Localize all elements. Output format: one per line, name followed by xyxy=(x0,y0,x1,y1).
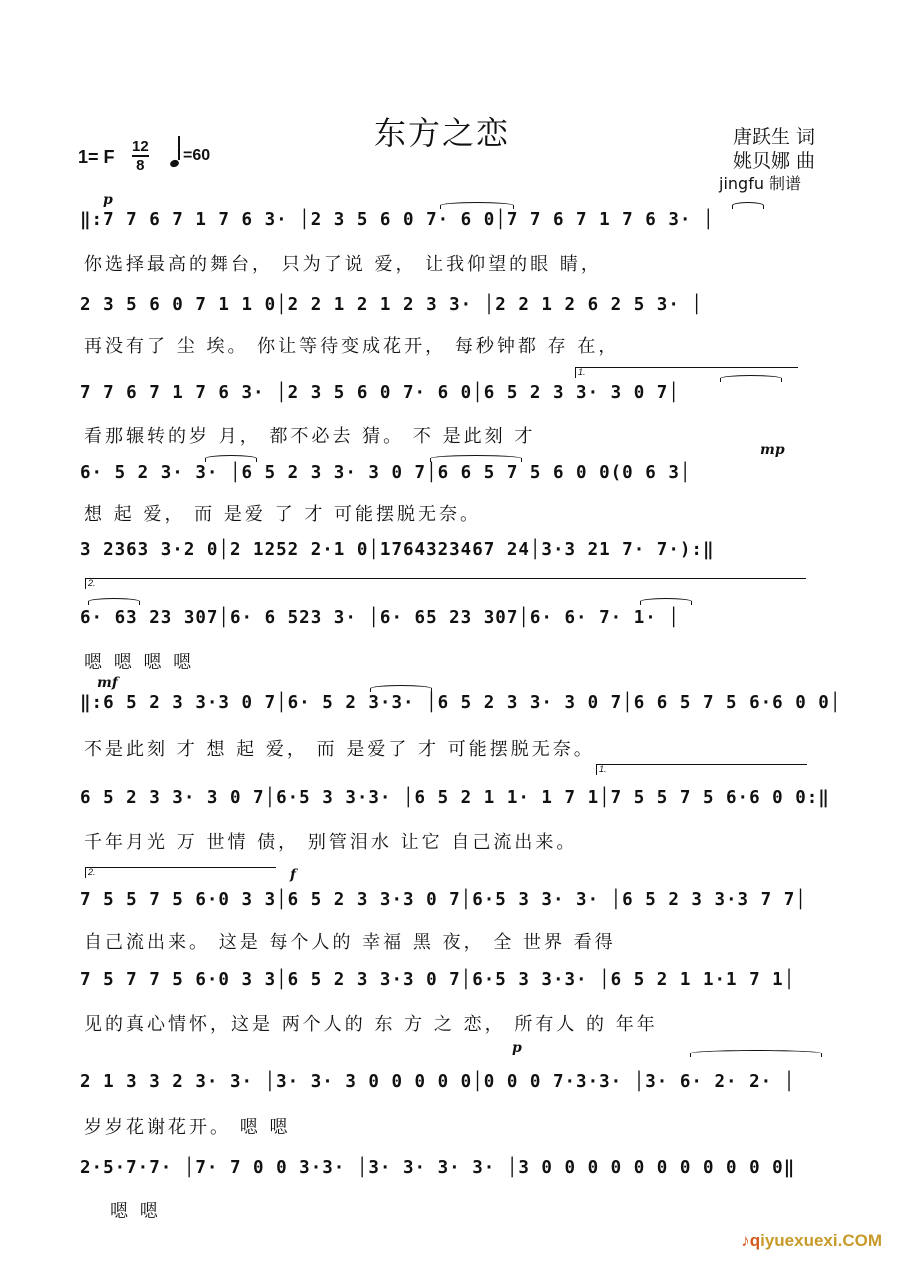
slur xyxy=(205,455,257,462)
lyric-line-10: 见的真心情怀，这是 两个人的 东 方 之 恋， 所有人 的 年年 xyxy=(84,1014,658,1035)
key-signature: 1= F xyxy=(78,147,115,167)
lyric-line-8: 千年月光 万 世情 债， 别管泪水 让它 自己流出来。 xyxy=(84,832,578,853)
notation-line-12: 2·5·7·7· │7· 7 0 0 3·3· │3· 3· 3· 3· │3 0 0 0 0 0 0 0 0 0 0 0‖ xyxy=(80,1158,796,1178)
notation-line-10: 7 5 7 7 5 6·0 3 3│6 5 2 3 3·3 0 7│6·5 3 3·3· │6 5 2 1 1·1 7 1│ xyxy=(80,970,796,990)
slur xyxy=(440,202,514,209)
meter-bottom: 8 xyxy=(132,155,149,174)
notation-line-1: ‖:7 7 6 7 1 7 6 3· │2 3 5 6 0 7· 6 0│7 7 6 7 1 7 6 3· │ xyxy=(80,210,715,230)
lyric-line-1: 你选择最高的舞台， 只为了说 爱， 让我仰望的眼 睛， xyxy=(84,254,602,275)
dynamic-f: f xyxy=(290,867,297,883)
quarter-note-icon xyxy=(170,155,179,173)
notation-line-2: 2 3 5 6 0 7 1 1 0│2 2 1 2 1 2 3 3· │2 2 1 2 6 2 5 3· │ xyxy=(80,295,703,315)
lyric-line-11: 岁岁花谢花开。 嗯 嗯 xyxy=(84,1117,291,1138)
second-ending-label: 2. xyxy=(88,578,96,588)
notation-line-11: 2 1 3 3 2 3· 3· │3· 3· 3 0 0 0 0 0│0 0 0 7·3·3· │3· 6· 2· 2· │ xyxy=(80,1072,796,1092)
notation-line-4: 6· 5 2 3· 3· │6 5 2 3 3· 3 0 7│6 6 5 7 5 6 0 0(0 6 3│ xyxy=(80,463,692,483)
first-ending-bracket-2 xyxy=(596,764,807,775)
lyric-line-3: 看那辗转的岁 月， 都不必去 猜。 不 是此刻 才 xyxy=(84,426,536,447)
slur xyxy=(430,455,522,462)
notation-line-8: 6 5 2 3 3· 3 0 7│6·5 3 3·3· │6 5 2 1 1· 1 7 1│7 5 5 7 5 6·6 0 0:‖ xyxy=(80,788,830,808)
dynamic-mp: mp xyxy=(760,442,785,458)
lyric-line-12: 嗯 嗯 xyxy=(110,1201,161,1222)
meter-top: 12 xyxy=(132,138,149,155)
notation-line-6: 6· 63 23 307│6· 6 523 3· │6· 65 23 307│6· 6· 7· 1· │ xyxy=(80,608,680,628)
slur xyxy=(88,598,140,605)
first-ending-label-2: 1. xyxy=(599,764,607,774)
lyric-line-6: 嗯 嗯 嗯 嗯 xyxy=(84,652,195,673)
tempo-marking: =60 xyxy=(183,147,211,164)
dynamic-p-second: p xyxy=(512,1040,522,1056)
watermark-text: iyuexuexi.COM xyxy=(760,1231,882,1250)
slur xyxy=(732,202,764,209)
dynamic-p: p xyxy=(103,192,113,208)
notation-line-9: 7 5 5 7 5 6·0 3 3│6 5 2 3 3·3 0 7│6·5 3 3· 3· │6 5 2 3 3·3 7 7│ xyxy=(80,890,807,910)
time-signature xyxy=(132,138,149,174)
lyric-line-4: 想 起 爱， 而 是爱 了 才 可能摆脱无奈。 xyxy=(84,504,482,525)
second-ending-label-2: 2. xyxy=(88,867,96,877)
slur xyxy=(720,375,782,382)
slur xyxy=(370,685,432,692)
watermark-prefix: q xyxy=(749,1231,761,1250)
composer-credit: 姚贝娜 曲 xyxy=(733,150,816,172)
notation-line-5: 3 2363 3·2 0│2 1252 2·1 0│1764323467 24│3·3 21 7· 7·):‖ xyxy=(80,540,715,560)
song-title: 东方之恋 xyxy=(374,114,511,152)
lyric-line-9: 自己流出来。 这是 每个人的 幸福 黑 夜， 全 世界 看得 xyxy=(84,932,616,953)
slur xyxy=(690,1050,822,1057)
arranger-credit: jingfu 制谱 xyxy=(719,174,802,193)
second-ending-bracket xyxy=(85,578,806,589)
music-note-icon: ♪ xyxy=(741,1231,750,1250)
lyricist-credit: 唐跃生 词 xyxy=(733,126,816,148)
slur xyxy=(640,598,692,605)
dynamic-mf: mf xyxy=(97,675,118,691)
lyric-line-7: 不是此刻 才 想 起 爱， 而 是爱了 才 可能摆脱无奈。 xyxy=(84,739,595,760)
notation-line-7: ‖:6 5 2 3 3·3 0 7│6· 5 2 3·3· │6 5 2 3 3· 3 0 7│6 6 5 7 5 6·6 0 0│ xyxy=(80,693,842,713)
notation-line-3: 7 7 6 7 1 7 6 3· │2 3 5 6 0 7· 6 0│6 5 2 3 3· 3 0 7│ xyxy=(80,383,680,403)
lyric-line-2: 再没有了 尘 埃。 你让等待变成花开， 每秒钟都 存 在， xyxy=(84,336,620,357)
first-ending-label: 1. xyxy=(578,367,586,377)
site-watermark xyxy=(741,1231,882,1251)
second-ending-bracket-2 xyxy=(85,867,276,878)
